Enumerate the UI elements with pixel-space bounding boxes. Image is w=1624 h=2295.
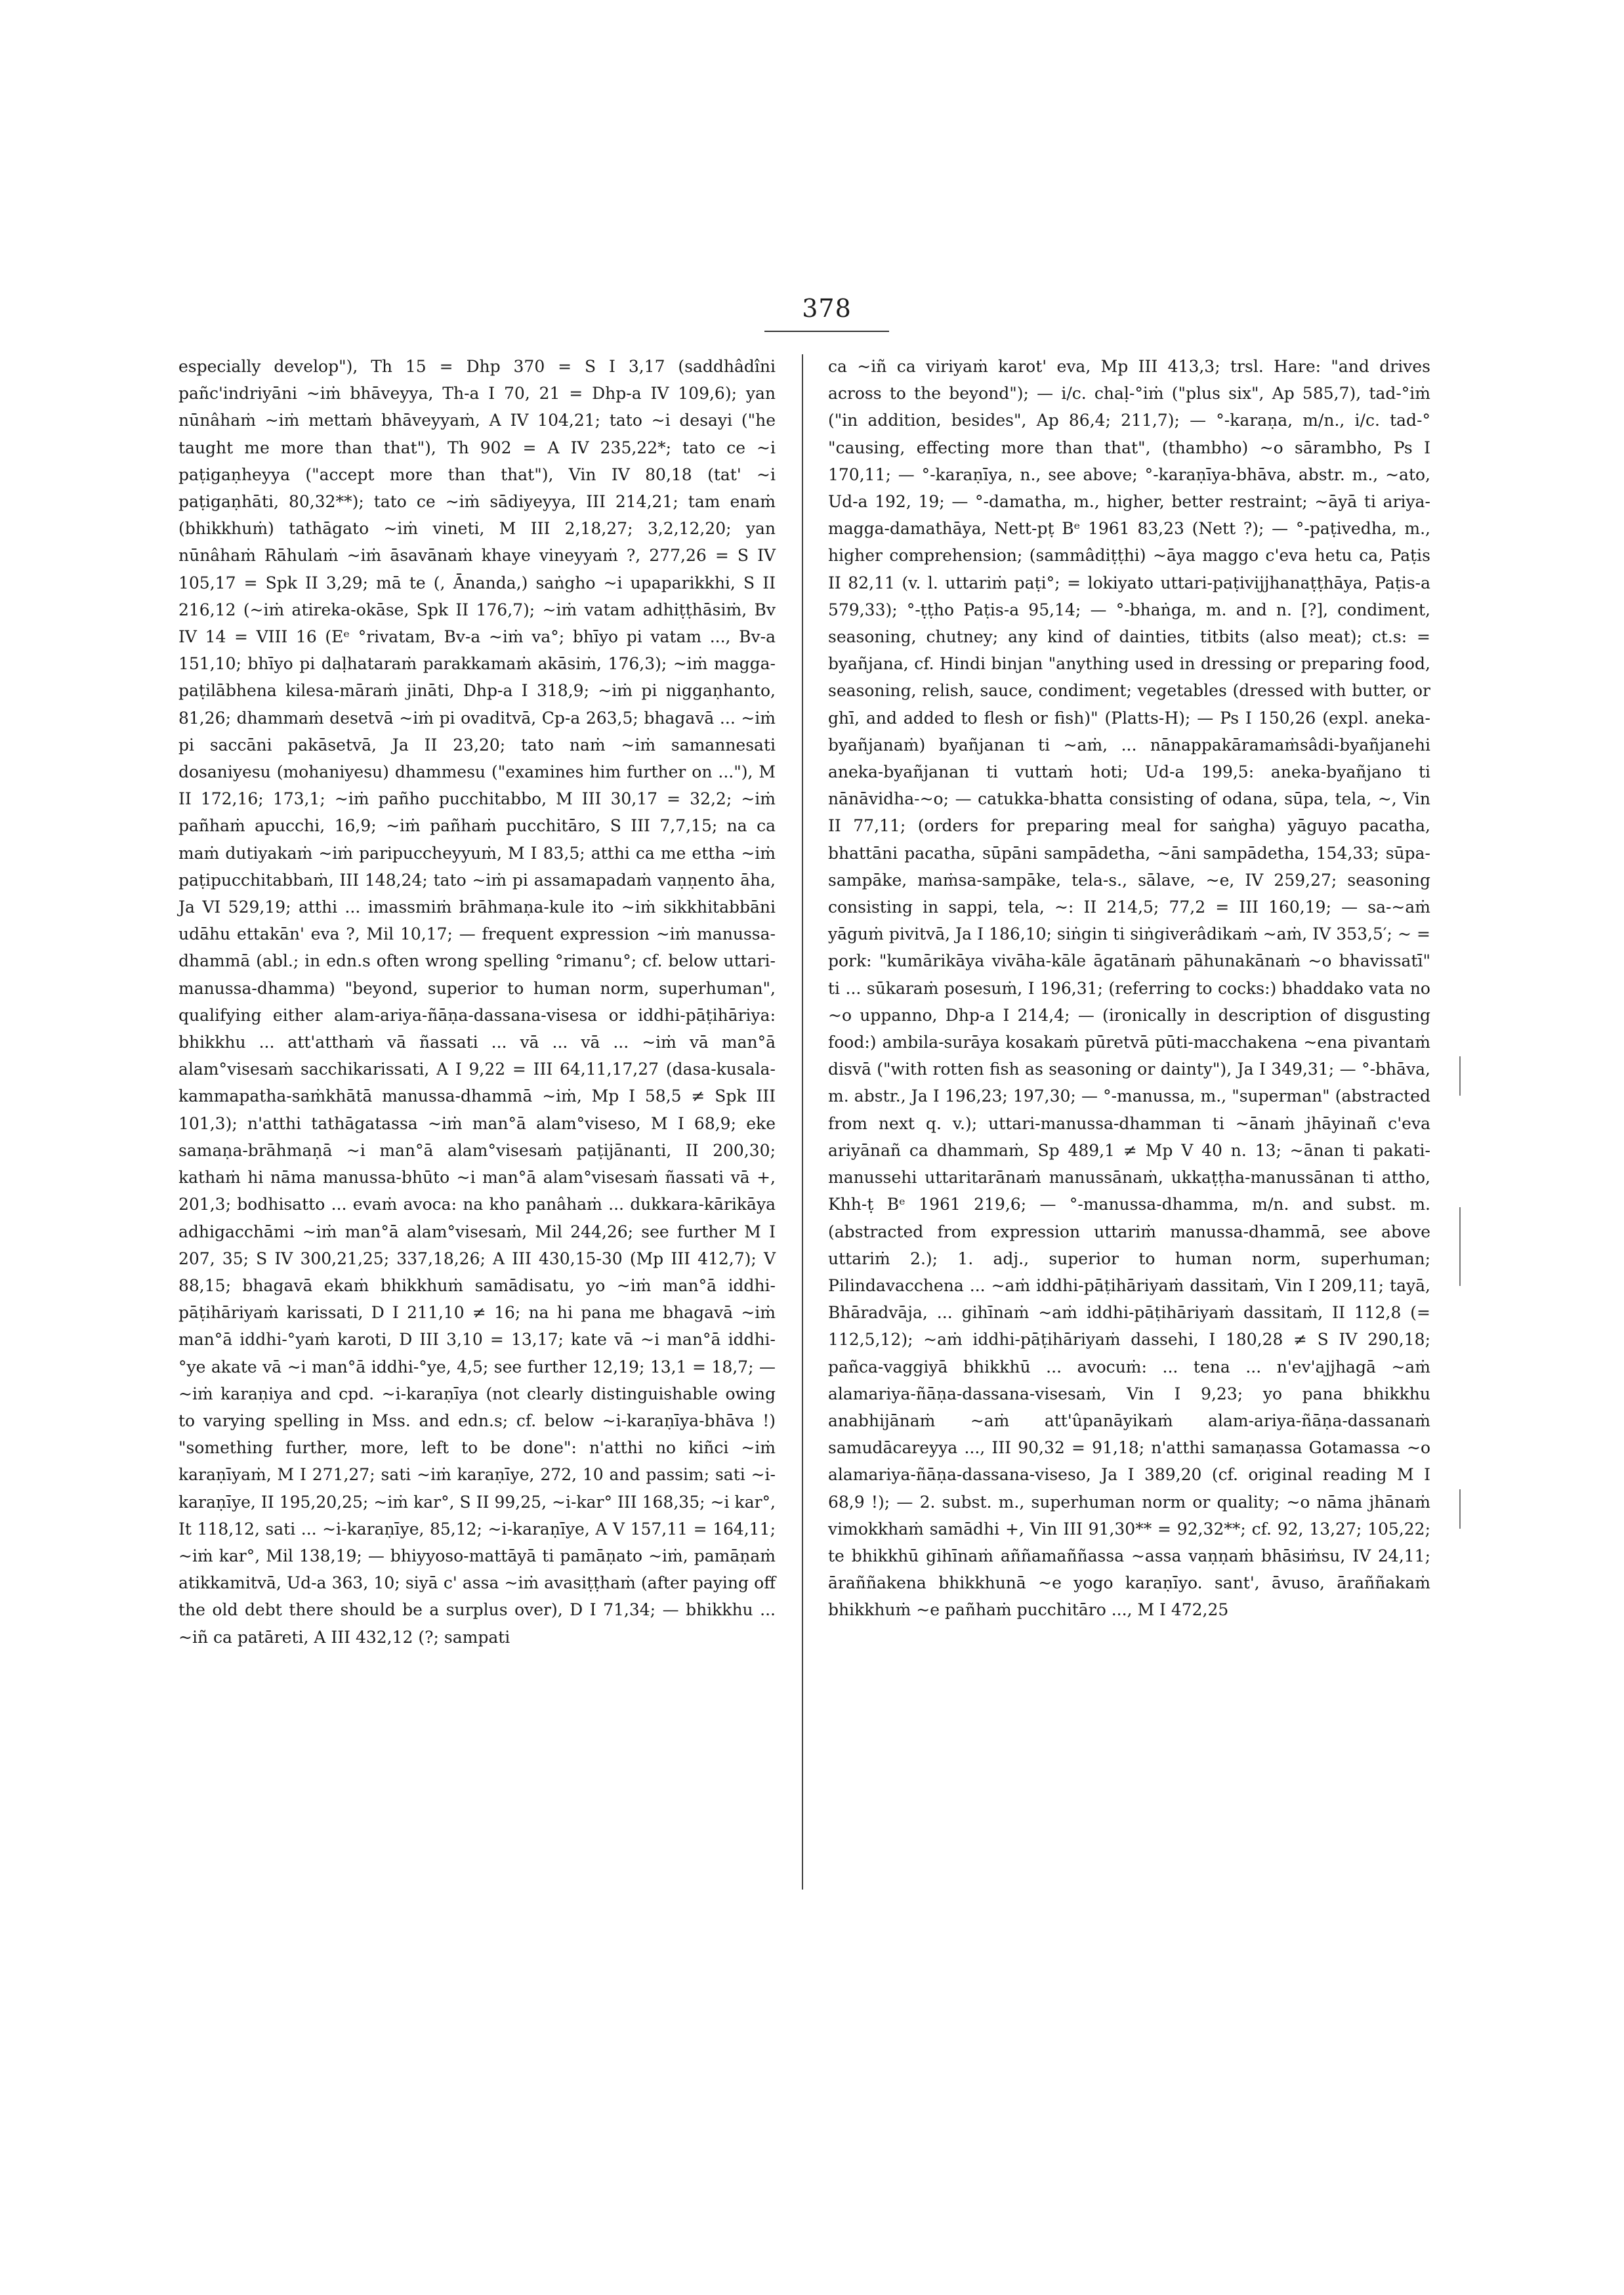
margin-mark (1459, 1489, 1461, 1529)
right-column (828, 353, 1430, 1624)
page-number: 378 (802, 294, 852, 323)
left-column (178, 353, 776, 1651)
margin-mark (1459, 1056, 1461, 1096)
margin-mark (1459, 1207, 1461, 1286)
page-number-rule (764, 331, 889, 332)
right-column-text: ca ~iñ ca viriyaṁ karot' eva, Mp III 413,3; trsl. Hare: "and drives across to the beyond"); — i/c. chaḷ-°iṁ ("plus six", Ap 585,7), tad-°iṁ ("in addition, besides", Ap 86,4; 211,7); — °-karaṇa, m/n., i/c. tad-° "causing, effecting more than that", (thambho) ~o sārambho, Ps I 170,11; — °-karaṇīya, n., see above; °-karaṇīya-bhāva, abstr. m., ~ato, Ud-a 192, 19; — °-damatha, m., higher, better restraint; ~āyā ti ariya-magga-damathāya, Nett-pṭ Bᵉ 1961 83,23 (Nett ?); — °-paṭivedha, m., higher comprehension; (sammâdiṭṭhi) ~āya maggo c'eva hetu ca, Paṭis II 82,11 (v. l. uttariṁ paṭi°; = lokiyato uttari-paṭivijjhanaṭṭhāya, Paṭis-a 579,33); °-ṭṭho Paṭis-a 95,14; — °-bhaṅga, m. and n. [?], condiment, seasoning, chutney; any kind of dainties, titbits (also meat); ct.s: = byañjana, cf. Hindi binjan "anything used in dressing or preparing food, seasoning, relish, sauce, condiment; vegetables (dressed with butter, or ghī, and added to flesh or fish)" (Platts-H); — Ps I 150,26 (expl. aneka-byañjanaṁ) byañjanan ti ~aṁ, ... nānappakāramaṁsâdi-byañjanehi aneka-byañjanan ti vuttaṁ hoti; Ud-a 199,5: aneka-byañjano ti nānāvidha-~o; — catukka-bhatta consisting of odana, sūpa, tela, ~, Vin II 77,11; (orders for preparing meal for saṅgha) yāguyo pacatha, bhattāni pacatha, sūpāni sampādetha, ~āni sampādetha, 154,33; sūpa-sampāke, maṁsa-sampāke, tela-s., sālave, ~e, IV 259,27; seasoning consisting in sappi, tela, ~: II 214,5; 77,2 = III 160,19; — sa-~aṁ yāguṁ pivitvā, Ja I 186,10; siṅgin ti siṅgiverâdikaṁ ~aṁ, IV 353,5′; ~ = pork: "kumārikāya vivāha-kāle āgatānaṁ pāhunakānaṁ ~o bhavissatī" ti ... sūkaraṁ posesuṁ, I 196,31; (referring to cocks:) bhaddako vata no ~o uppanno, Dhp-a I 214,4; — (ironically in description of disgusting food:) ambila-surāya kosakaṁ pūretvā pūti-macchakena ~ena pivantaṁ disvā ("with rotten fish as seasoning or dainty"), Ja I 349,31; — °-bhāva, m. abstr., Ja I 196,23; 197,30; — °-manussa, m., "superman" (abstracted from next q. v.); uttari-manussa-dhamman ti ~ānaṁ jhāyinañ c'eva ariyānañ ca dhammaṁ, Sp 489,1 ≠ Mp V 40 n. 13; ~ānan ti pakati-manussehi uttaritarānaṁ manussānaṁ, ukkaṭṭha-manussānan ti attho, Khh-ṭ Bᵉ 1961 219,6; — °-manussa-dhamma, m/n. and subst. m. (abstracted from expression uttariṁ manussa-dhammā, see above uttariṁ 2.); 1. adj., superior to human norm, superhuman; Pilindavacchena ... ~aṁ iddhi-pāṭihāriyaṁ dassitaṁ, Vin I 209,11; tayā, Bhāradvāja, ... gihīnaṁ ~aṁ iddhi-pāṭihāriyaṁ dassitaṁ, II 112,8 (= 112,5,12); ~aṁ iddhi-pāṭihāriyaṁ dassehi, I 180,28 ≠ S IV 290,18; pañca-vaggiyā bhikkhū ... avocuṁ: ... tena ... n'ev'ajjhagā ~aṁ alamariya-ñāṇa-dassana-visesaṁ, Vin I 9,23; yo pana bhikkhu anabhijānaṁ ~aṁ att'ûpanāyikaṁ alam-ariya-ñāṇa-dassanaṁ samudācareyya ..., III 90,32 = 91,18; n'atthi samaṇassa Gotamassa ~o alamariya-ñāṇa-dassana-viseso, Ja I 389,20 (cf. original reading M I 68,9 !); — 2. subst. m., superhuman norm or quality; ~o nāma jhānaṁ vimokkhaṁ samādhi +, Vin III 91,30** = 92,32**; cf. 92, 13,27; 105,22; te bhikkhū gihīnaṁ aññamaññassa ~assa vaṇṇaṁ bhāsiṁsu, IV 24,11; āraññakena bhikkhunā ~e yogo karaṇīyo. sant', āvuso, āraññakaṁ bhikkhuṁ ~e pañhaṁ pucchitāro ..., M I 472,25 (828, 357, 1430, 1620)
left-column-text: especially develop"), Th 15 = Dhp 370 = S I 3,17 (saddhâdîni pañc'indriyāni ~iṁ bhāveyya, Th-a I 70, 21 = Dhp-a IV 109,6); yan nūnâhaṁ ~iṁ mettaṁ bhāveyyaṁ, A IV 104,21; tato ~i desayi ("he taught me more than that"), Th 902 = A IV 235,22*; tato ce ~i paṭigaṇheyya ("accept more than that"), Vin IV 80,18 (tat' ~i paṭigaṇhāti, 80,32**); tato ce ~iṁ sādiyeyya, III 214,21; tam enaṁ (bhikkhuṁ) tathāgato ~iṁ vineti, M III 2,18,27; 3,2,12,20; yan nūnâhaṁ Rāhulaṁ ~iṁ āsavānaṁ khaye vineyyaṁ ?, 277,26 = S IV 105,17 = Spk II 3,29; mā te (, Ānanda,) saṅgho ~i upaparikkhi, S II 216,12 (~iṁ atireka-okāse, Spk II 176,7); ~iṁ vatam adhiṭṭhāsiṁ, Bv IV 14 = VIII 16 (Eᵉ °rivatam, Bv-a ~iṁ va°; bhīyo pi vatam ..., Bv-a 151,10; bhīyo pi daḷhataraṁ parakkamaṁ akāsiṁ, 176,3); ~iṁ magga-paṭilābhena kilesa-māraṁ jināti, Dhp-a I 318,9; ~iṁ pi niggaṇhanto, 81,26; dhammaṁ desetvā ~iṁ pi ovaditvā, Cp-a 263,5; bhagavā ... ~iṁ pi saccāni pakāsetvā, Ja II 23,20; tato naṁ ~iṁ samannesati dosaniyesu (mohaniyesu) dhammesu ("examines him further on ..."), M II 172,16; 173,1; ~iṁ pañho pucchitabbo, M III 30,17 = 32,2; ~iṁ pañhaṁ apucchi, 16,9; ~iṁ pañhaṁ pucchitāro, S III 7,7,15; na ca maṁ dutiyakaṁ ~iṁ paripuccheyyuṁ, M I 83,5; atthi ca me ettha ~iṁ paṭipucchitabbaṁ, III 148,24; tato ~iṁ pi assamapadaṁ vaṇṇento āha, Ja VI 529,19; atthi ... imassmiṁ brāhmaṇa-kule ito ~iṁ sikkhitabbāni udāhu ettakān' eva ?, Mil 10,17; — frequent expression ~iṁ manussa-dhammā (abl.; in edn.s often wrong spelling °rimanu°; cf. below uttari-manussa-dhamma) "beyond, superior to human norm, superhuman", qualifying either alam-ariya-ñāṇa-dassana-visesa or iddhi-pāṭihāriya: bhikkhu ... att'atthaṁ vā ñassati ... vā ... vā ... ~iṁ vā man°ā alam°visesaṁ sacchikarissati, A I 9,22 = III 64,11,17,27 (dasa-kusala-kammapatha-saṁkhātā manussa-dhammā ~iṁ, Mp I 58,5 ≠ Spk III 101,3); n'atthi tathāgatassa ~iṁ man°ā alam°viseso, M I 68,9; eke samaṇa-brāhmaṇā ~i man°ā alam°visesaṁ paṭijānanti, II 200,30; kathaṁ hi nāma manussa-bhūto ~i man°ā alam°visesaṁ ñassati vā +, 201,3; bodhisatto ... evaṁ avoca: na kho panâhaṁ ... dukkara-kārikāya adhigacchāmi ~iṁ man°ā alam°visesaṁ, Mil 244,26; see further M I 207, 35; S IV 300,21,25; 337,18,26; A III 430,15-30 (Mp III 412,7); V 88,15; bhagavā ekaṁ bhikkhuṁ samādisatu, yo ~iṁ man°ā iddhi-pāṭihāriyaṁ karissati, D I 211,10 ≠ 16; na hi pana me bhagavā ~iṁ man°ā iddhi-°yaṁ karoti, D III 3,10 = 13,17; kate vā ~i man°ā iddhi-°ye akate vā ~i man°ā iddhi-°ye, 4,5; see further 12,19; 13,1 = 18,7; — ~iṁ karaṇiya and cpd. ~i-karaṇīya (not clearly distinguishable owing to varying spelling in Mss. and edn.s; cf. below ~i-karaṇīya-bhāva !) "something further, more, left to be done": n'atthi no kiñci ~iṁ karaṇīyaṁ, M I 271,27; sati ~iṁ karaṇīye, 272, 10 and passim; sati ~i-karaṇīye, II 195,20,25; ~iṁ kar°, S II 99,25, ~i-kar° III 168,35; ~i kar°, It 118,12, sati ... ~i-karaṇīye, 85,12; ~i-karaṇīye, A V 157,11 = 164,11; ~iṁ kar°, Mil 138,19; — bhiyyoso-mattāyā ti pamāṇato ~iṁ, pamāṇaṁ atikkamitvā, Ud-a 363, 10; siyā c' assa ~iṁ avasiṭṭhaṁ (after paying off the old debt there should be a surplus over), D I 71,34; — bhikkhu ... ~iñ ca patāreti, A III 432,12 (?; sampati (178, 357, 776, 1647)
column-divider (802, 354, 803, 1890)
